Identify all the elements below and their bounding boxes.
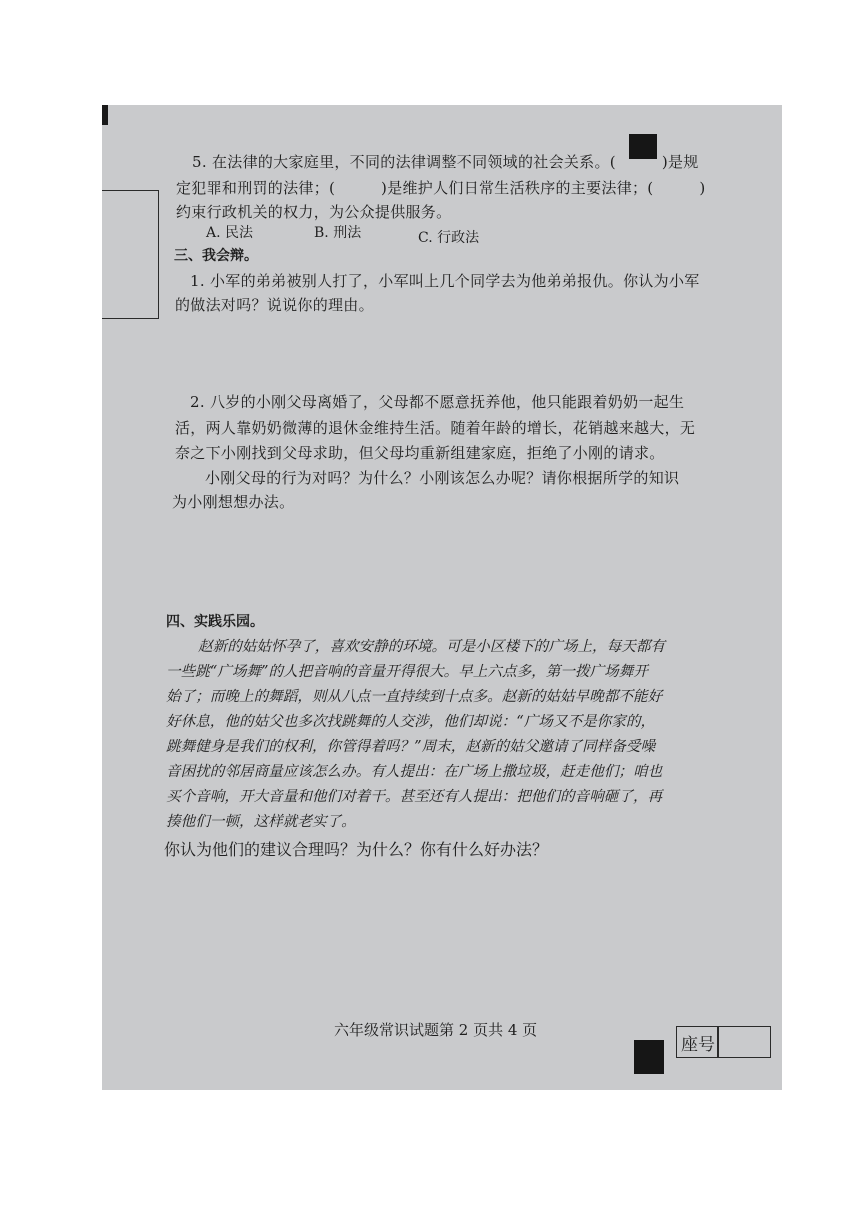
section3-q2-line4: 小刚父母的行为对吗？为什么？小刚该怎么办呢？请你根据所学的知识 [205,469,680,487]
q5-option-b: B. 刑法 [314,225,362,241]
seat-number-label: 座号 [681,1035,715,1055]
section4-paragraph-line4: 好休息，他的姑父也多次找跳舞的人交涉，他们却说：“广场又不是你家的， [166,713,656,730]
section4-paragraph-line1: 赵新的姑姑怀孕了，喜欢安静的环境。可是小区楼下的广场上，每天都有 [198,638,666,655]
q5-line3: 约束行政机关的权力，为公众提供服务。 [176,203,452,221]
section3-q1-line1: 1. 小军的弟弟被别人打了，小军叫上几个同学去为他弟弟报仇。你认为小军 [190,272,700,290]
page-number: 六年级常识试题第 2 页共 4 页 [334,1021,538,1039]
edge-mark [102,105,108,125]
section3-q2-line2: 活，两人靠奶奶微薄的退休金维持生活。随着年龄的增长，花销越来越大，无 [175,419,696,437]
exam-sheet [102,105,782,1090]
q5-option-a: A. 民法 [206,225,254,241]
q5-line1: 5. 在法律的大家庭里，不同的法律调整不同领域的社会关系。( )是规 [192,153,699,171]
section3-q1-line2: 的做法对吗？说说你的理由。 [175,296,374,314]
q5-option-c: C. 行政法 [418,230,480,246]
seat-number-box [676,1026,771,1058]
q5-line2: 定犯罪和刑罚的法律；( )是维护人们日常生活秩序的主要法律；( ) [176,179,706,197]
section4-question: 你认为他们的建议合理吗？为什么？你有什么好办法？ [164,840,549,859]
section4-paragraph-line7: 买个音响，开大音量和他们对着干。甚至还有人提出：把他们的音响砸了，再 [166,788,663,805]
registration-mark-bottom [634,1040,664,1074]
section4-paragraph-line8: 揍他们一顿，这样就老实了。 [166,813,356,830]
section4-paragraph-line5: 跳舞健身是我们的权利，你管得着吗？”周末，赵新的姑父邀请了同样备受噪 [166,738,656,755]
section3-q2-line1: 2. 八岁的小刚父母离婚了，父母都不愿意抚养他，他只能跟着奶奶一起生 [190,393,685,411]
margin-box [102,190,159,319]
section3-title: 三、我会辩。 [174,248,258,264]
section4-paragraph-line6: 音困扰的邻居商量应该怎么办。有人提出：在广场上撒垃圾，赶走他们；咱也 [166,763,663,780]
section4-paragraph-line3: 始了；而晚上的舞蹈，则从八点一直持续到十点多。赵新的姑姑早晚都不能好 [166,688,663,705]
section3-q2-line3: 奈之下小刚找到父母求助，但父母均重新组建家庭，拒绝了小刚的请求。 [175,444,665,462]
section3-q2-line5: 为小刚想想办法。 [172,493,295,511]
section4-paragraph-line2: 一些跳“广场舞”的人把音响的音量开得很大。早上六点多，第一拨广场舞开 [166,663,648,680]
seat-number-divider [717,1027,719,1057]
section4-title: 四、实践乐园。 [166,614,264,630]
